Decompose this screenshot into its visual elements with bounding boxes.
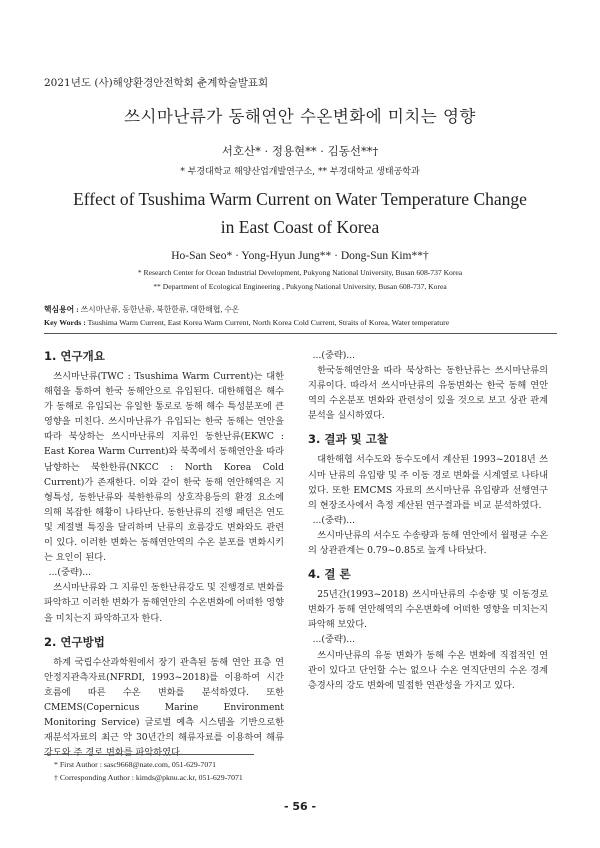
english-title <box>0 185 600 241</box>
korean-title: 쓰시마난류가 동해연안 수온변화에 미치는 영향 <box>124 107 476 126</box>
english-affiliation-1: * Research Center for Ocean Industrial Development, Pukyong National University, Busan 608-737 Korea <box>137 268 463 277</box>
conclusion-paragraph-2: 쓰시마난류의 유동 변화가 동해 수온 변화에 직접적인 연관이 있다고 단언할 수는 없으나 수온 연직단면의 수온 경계층경사의 강도 변화에 밀접한 연관성을 가지고 있다. <box>308 649 548 691</box>
section-heading-methods: 2. 연구방법 <box>44 634 105 649</box>
korean-authors: 서호산* · 정용현** · 김동선**† <box>221 144 379 158</box>
methods-omitted: ...(중략)... <box>312 350 356 361</box>
korean-keywords <box>44 304 564 315</box>
english-keywords-text: Tsushima Warm Current, East Korea Warm Current, North Korea Cold Current, Straits of Korea, Water temperature <box>85 318 450 327</box>
right-column <box>308 348 548 693</box>
overview-paragraph-1: 쓰시마난류(TWC : Tsushima Warm Current)는 대한해협을 통하여 한국 동해안으로 유입된다. 대한해협은 해수가 동해로 유입되는 유일한 통로로 동해 해수 특성분포에 큰 영향을 미친다. 쓰시마난류가 유입되는 한국 동해는 연안을 따라 북상하는 쓰시마난류의 지류인 동한난류(EKWC : East Korea Warm Current)와 북쪽에서 동해연안을 따라 남향하는 북한한류(NKCC : North Korea Cold Current)가 존재한다. 이와 같이 한국 동해 연안해역은 지형특성, 동한난류와 북한한류의 상호작용등의 환경 요소에 의해 복잡한 해황이 나타난다. 동한난류의 진행 패턴은 연도 및 계절별 특징을 달리하며 난류의 흐름강도 변화와도 관련이 있다. 이러한 변화는 동해연안역의 수온 분포를 변화시키는 요인이 된다. <box>44 371 284 564</box>
korean-keywords-label: 핵심용어 : <box>44 305 79 314</box>
korean-affiliation: * 부경대학교 해양산업개발연구소, ** 부경대학교 생태공학과 <box>180 167 420 177</box>
english-title-line1: Effect of Tsushima Warm Current on Water Temperature Change <box>73 189 527 209</box>
keywords-divider <box>44 333 557 334</box>
methods-paragraph-2: 한국동해연안을 따라 북상하는 동한난류는 쓰시마난류의 지류이다. 따라서 쓰시마난류의 유동변화는 한국 동해 연안역의 수온분포 변화와 관련성이 있을 것으로 보고 상관 관계 분석을 실시하였다. <box>308 365 548 422</box>
english-affiliation-2: ** Department of Ecological Engineering , Pukyong National University, Busan 608-737, Korea <box>153 282 447 291</box>
results-paragraph-2: 쓰시마난류의 서수도 수송량과 동해 연안에서 월평균 수온의 상관관계는 0.79~0.85로 높게 나타났다. <box>308 529 548 557</box>
footnote-first-author: * First Author : sasc9668@nate.com, 051-629-7071 <box>54 760 217 769</box>
overview-omitted: ...(중략)... <box>48 567 92 579</box>
left-column <box>44 348 284 760</box>
conclusion-paragraph-1: 25년간(1993~2018) 쓰시마난류의 수송량 및 이동경로 변화가 동해 연안해역의 수온변화에 어떠한 영향을 미치는지 파악해 보았다. <box>308 589 548 631</box>
footnote-divider <box>44 754 254 755</box>
conclusion-omitted: ...(중략)... <box>312 634 356 646</box>
english-keywords-label: Key Words : <box>44 318 86 327</box>
conference-name: 2021년도 (사)해양환경안전학회 춘계학술발표회 <box>44 77 269 89</box>
english-authors: Ho-San Seo* · Yong-Hyun Jung** · Dong-Sun Kim**† <box>171 250 429 262</box>
english-keywords <box>44 318 564 327</box>
results-omitted: ...(중략)... <box>312 514 356 526</box>
methods-paragraph: 하계 국립수산과학원에서 장기 관측된 동해 연안 표층 연안정지관측자료(NFRDI, 1993~2018)를 이용하여 시간 흐름에 따른 수온 변화를 분석하였다. 또한 CMEMS(Copernicus Marine Environment Monitoring Service) 글로벌 예측 시스템을 기반으로한 재분석자료의 최근 약 30년간의 해류자료를 이용하여 해류 강도와 주 경로 변화를 파악하였다. <box>44 656 284 759</box>
results-paragraph-1: 대한해협 서수도와 동수도에서 계산된 1993~2018년 쓰시마 난류의 유입량 및 주 이동 경로 변화를 시계열로 나타내었다. 또한 EMCMS 자료의 쓰시마난류 유입량과 선행연구의 현장조사에서 측정 계산된 연구결과를 비교 분석하였다. <box>308 454 548 511</box>
page-number: - 56 - <box>283 800 317 813</box>
section-heading-overview: 1. 연구개요 <box>44 349 105 363</box>
section-heading-conclusion: 4. 결 론 <box>308 567 351 582</box>
english-title-line2: in East Coast of Korea <box>220 217 380 237</box>
footnote-corresponding-author: † Corresponding Author : kimds@pknu.ac.kr, 051-629-7071 <box>54 773 243 782</box>
korean-keywords-text: 쓰시마난류, 동한난류, 북한한류, 대한해협, 수온 <box>78 305 240 314</box>
overview-paragraph-2: 쓰시마난류와 그 지류인 동한난류강도 및 진행경로 변화를 파악하고 이러한 변화가 동해연안의 수온변화에 어떠한 영향을 미치는지 파악하고자 한다. <box>44 582 284 624</box>
section-heading-results: 3. 결과 및 고찰 <box>308 432 388 447</box>
